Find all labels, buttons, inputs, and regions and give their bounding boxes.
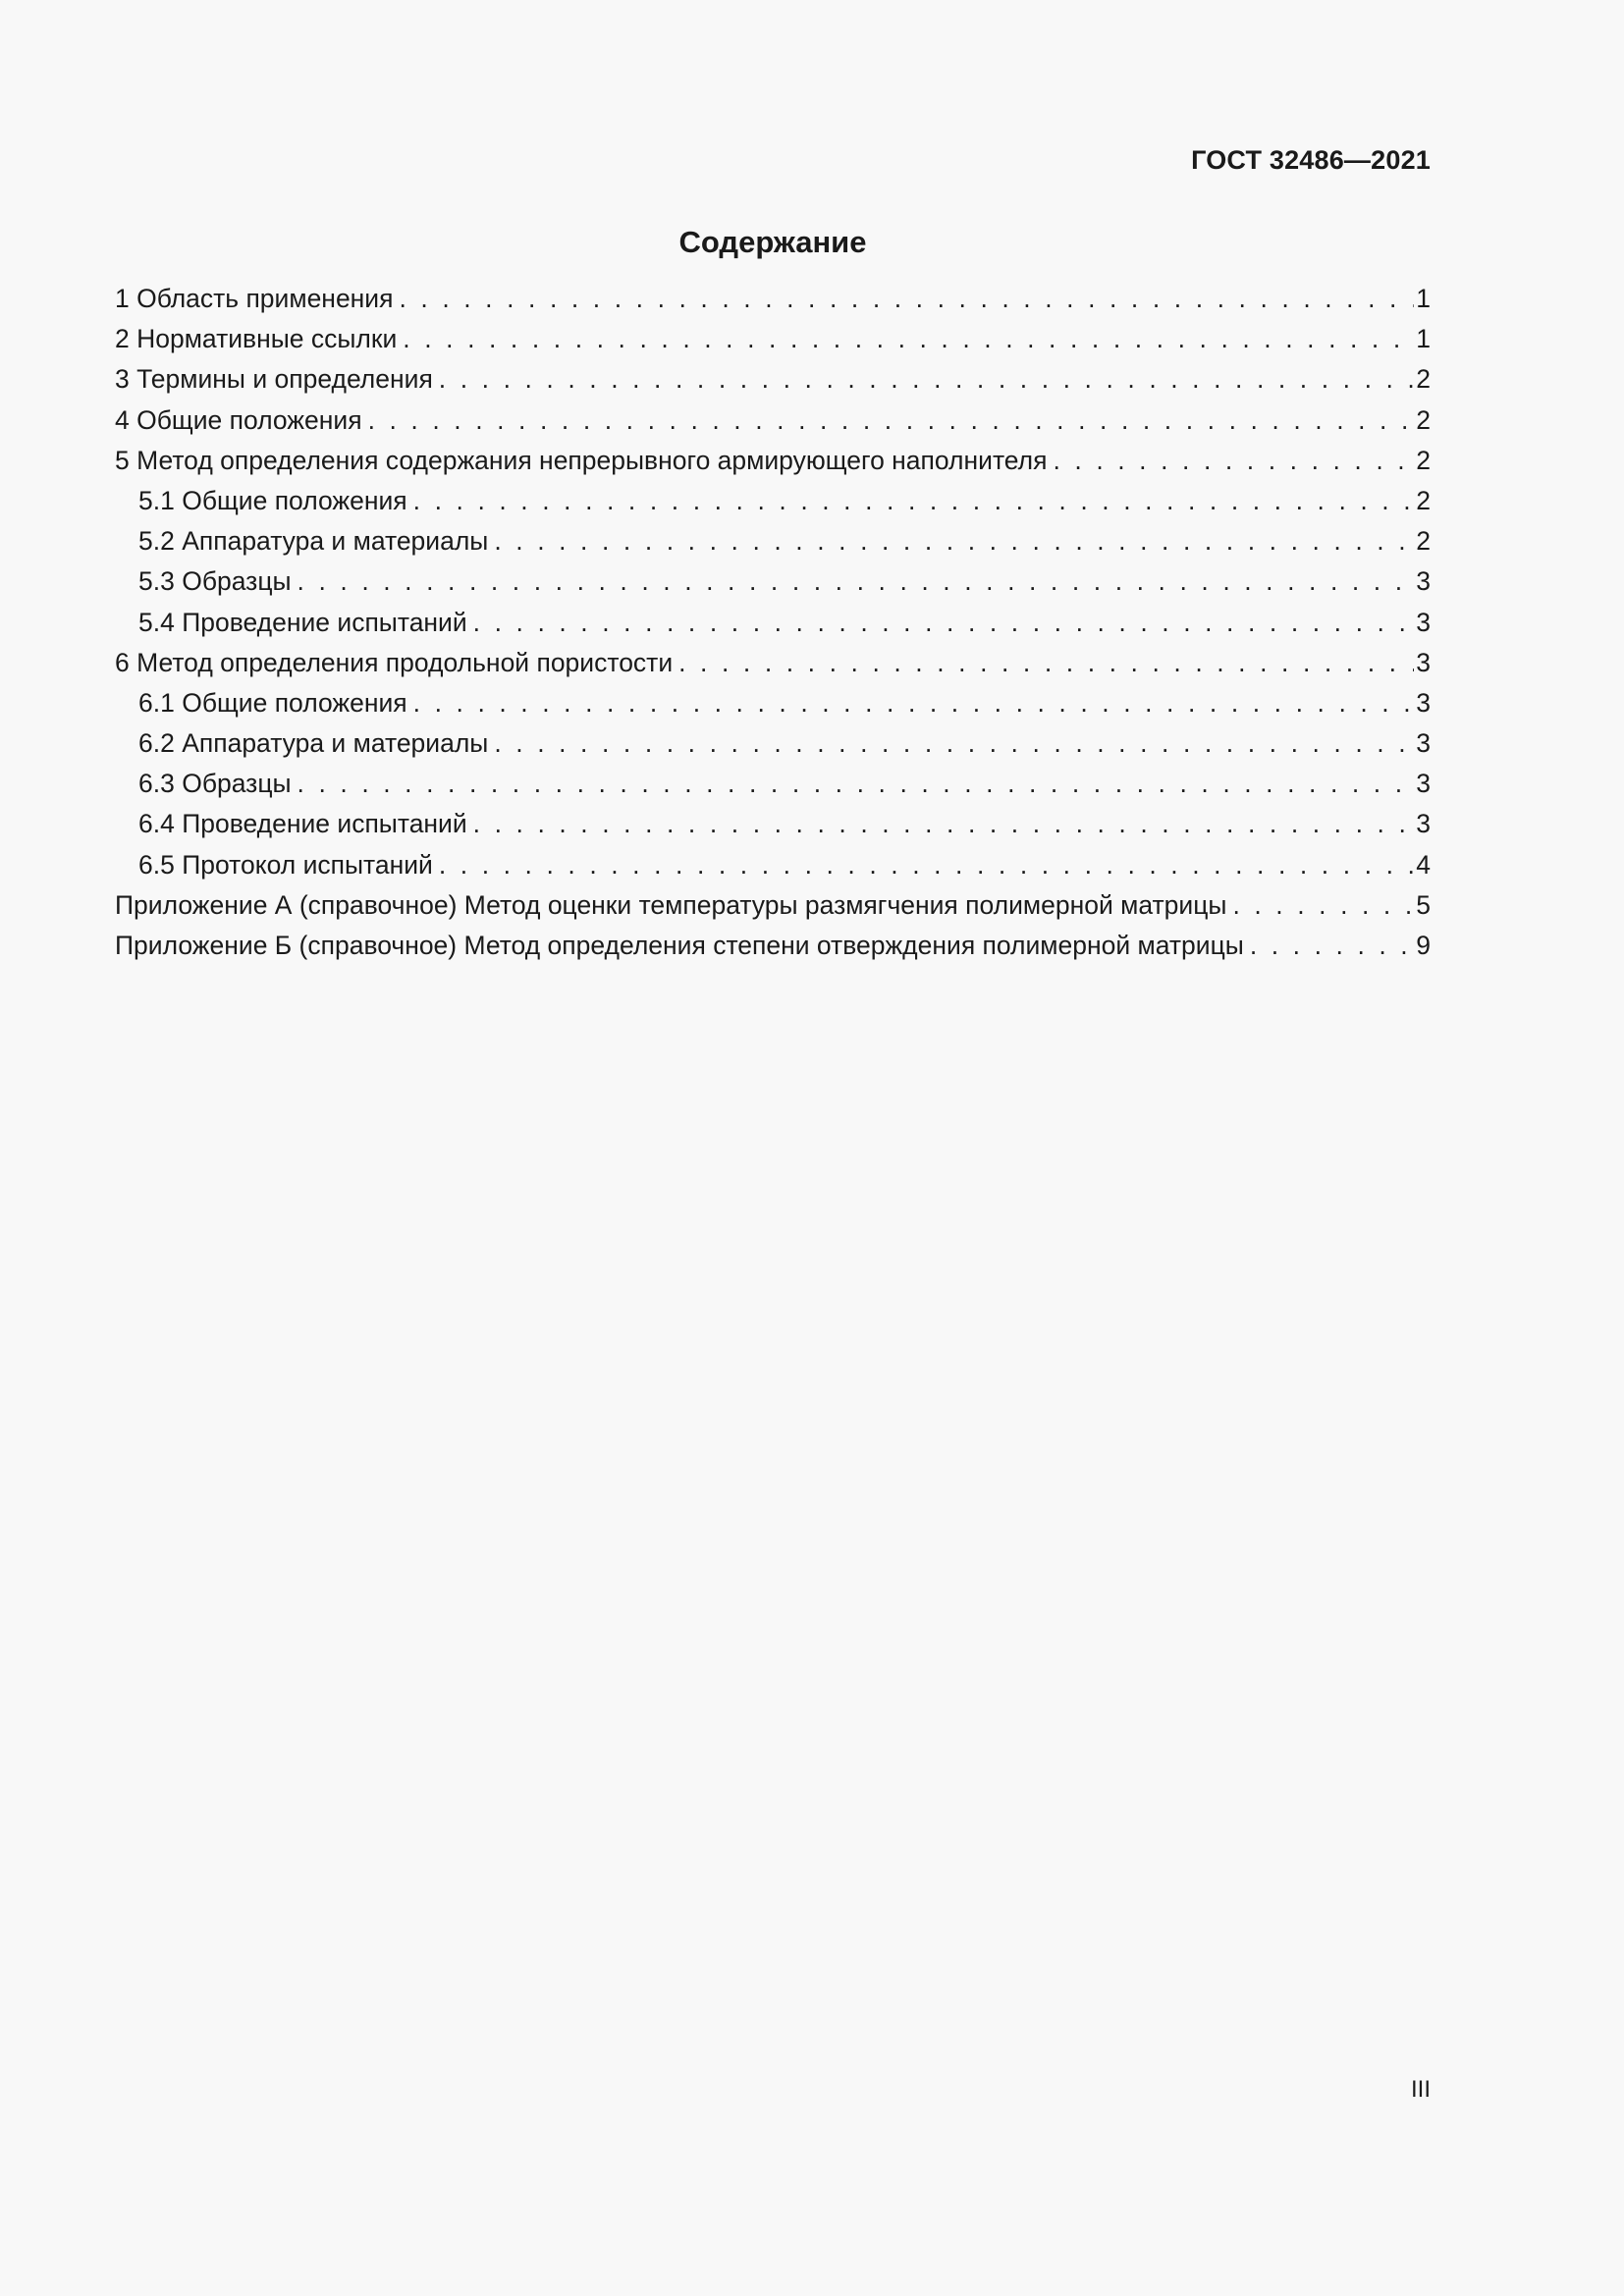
toc-entry-page: 3 [1416,769,1431,799]
toc-entry-label: 1 Область применения [115,284,394,313]
toc-subentry[interactable] [115,769,1431,809]
toc-entry-page: 3 [1416,647,1431,677]
toc-leader-dots [407,688,1415,719]
page-number: III [1410,2076,1431,2103]
toc-subentry[interactable] [115,486,1431,526]
toc-leader-dots [467,608,1415,638]
toc-entry-label: 4 Общие положения [115,404,362,435]
toc-leader-dots [1244,931,1414,961]
toc-entry-page: 9 [1416,931,1431,960]
toc-leader-dots [673,648,1414,678]
toc-entry[interactable] [115,890,1431,931]
toc-entry-page: 3 [1416,687,1431,718]
toc-subentry[interactable] [115,728,1431,769]
toc-leader-dots [1047,446,1414,476]
toc-leader-dots [362,405,1415,436]
toc-entry-page: 2 [1416,526,1431,557]
toc-subentry[interactable] [115,566,1431,607]
toc-entry-label: 6.1 Общие положения [138,687,407,718]
toc-entry[interactable] [115,324,1431,364]
toc-entry-page: 3 [1416,566,1431,597]
toc-entry-page: 2 [1416,404,1431,435]
toc-entry-page: 3 [1416,809,1431,839]
toc-leader-dots [292,566,1415,597]
toc-entry-label: Приложение Б (справочное) Метод определения степени отверждения полимерной матрицы [115,931,1244,960]
toc-entry-label: 3 Термины и определения [115,364,433,395]
toc-subentry[interactable] [115,526,1431,566]
toc-entry[interactable] [115,284,1431,324]
toc-entry[interactable] [115,648,1431,688]
toc-leader-dots [488,728,1414,759]
toc-entry[interactable] [115,364,1431,404]
toc-entry-page: 1 [1416,284,1431,313]
toc-entry-page: 3 [1416,728,1431,759]
toc-entry[interactable] [115,446,1431,486]
toc-leader-dots [1226,890,1414,921]
toc-entry-label: 5 Метод определения содержания непрерывного армирующего наполнителя [115,445,1048,475]
toc-leader-dots [467,809,1415,839]
toc-entry-label: 5.3 Образцы [138,566,292,597]
toc-entry-page: 3 [1416,607,1431,637]
toc-leader-dots [393,284,1414,314]
toc-entry-label: 2 Нормативные ссылки [115,324,398,354]
toc-leader-dots [488,526,1414,557]
toc-entry-label: 5.1 Общие положения [138,485,407,515]
toc-entry-label: 6.2 Аппаратура и материалы [138,728,489,759]
toc-entry-label: 6.5 Протокол испытаний [138,849,433,880]
toc-entry-label: 6.4 Проведение испытаний [138,809,467,839]
toc-entry-page: 2 [1416,364,1431,395]
toc-subentry[interactable] [115,688,1431,728]
toc-entry-label: 5.2 Аппаратура и материалы [138,526,489,557]
toc-entry-label: 6 Метод определения продольной пористости [115,647,674,677]
toc-entry-page: 4 [1416,849,1431,880]
toc-leader-dots [407,486,1415,516]
toc-entry[interactable] [115,405,1431,446]
toc-title: Содержание [678,225,867,259]
toc-subentry[interactable] [115,809,1431,849]
toc-entry[interactable] [115,931,1431,971]
toc-subentry[interactable] [115,850,1431,890]
table-of-contents [115,284,1431,971]
toc-leader-dots [433,364,1414,395]
toc-entry-page: 1 [1416,324,1431,354]
toc-subentry[interactable] [115,608,1431,648]
toc-entry-label: 6.3 Образцы [138,769,292,799]
toc-entry-label: Приложение А (справочное) Метод оценки температуры размягчения полимерной матрицы [115,889,1227,920]
document-code: ГОСТ 32486—2021 [1191,145,1431,175]
toc-leader-dots [292,769,1415,799]
toc-entry-page: 2 [1416,485,1431,515]
toc-entry-page: 2 [1416,445,1431,475]
toc-entry-page: 5 [1416,889,1431,920]
toc-entry-label: 5.4 Проведение испытаний [138,607,467,637]
toc-leader-dots [397,324,1414,354]
toc-leader-dots [433,850,1414,881]
